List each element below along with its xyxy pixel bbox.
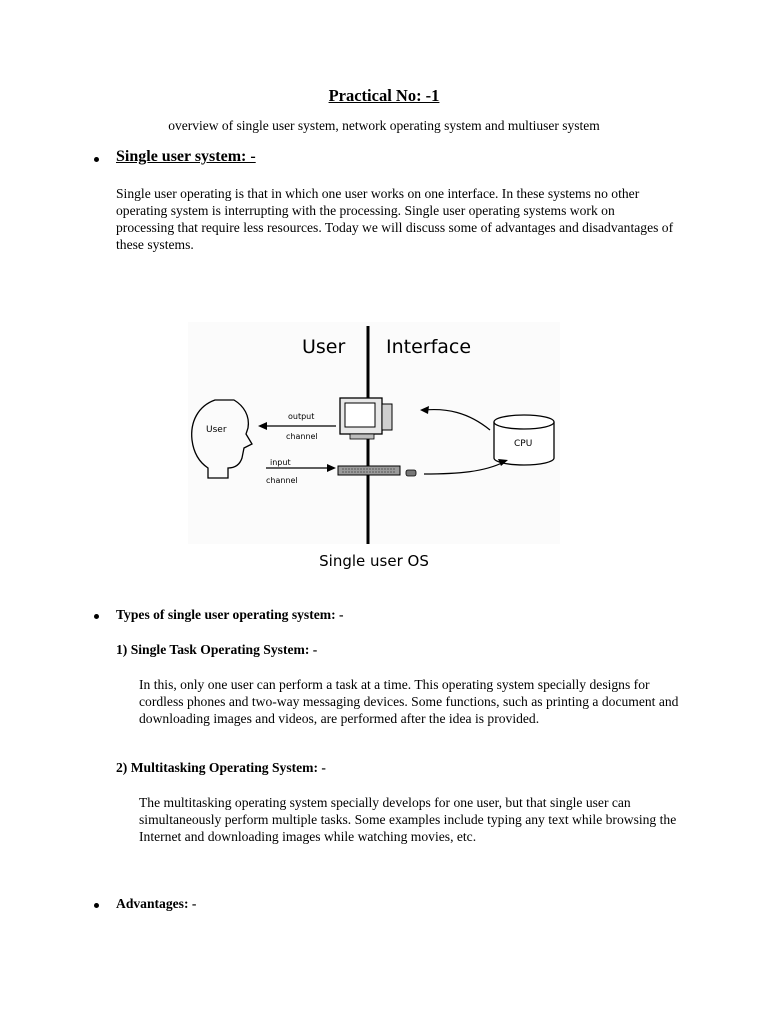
output-label: output <box>288 412 315 421</box>
page-title: Practical No: -1 <box>328 86 440 105</box>
keyboard-icon <box>338 466 416 476</box>
header-user-label: User <box>302 336 346 358</box>
section-body-single-user: Single user operating is that in which one user works on one interface. In these systems no other operating system is interrupting with the processing. Single user operating systems work on processing that require less resources. Today we will discuss some of advantages and disadvantages of these systems. <box>116 186 674 252</box>
single-user-os-figure <box>188 322 560 544</box>
input-label: input <box>270 458 291 467</box>
section-heading-single-user: Single user system: - <box>116 148 256 165</box>
user-head-icon <box>192 400 252 478</box>
cpu-icon <box>494 415 554 465</box>
header-interface-label: Interface <box>386 336 472 358</box>
advantages-heading: Advantages: - <box>116 896 197 911</box>
type1-heading: 1) Single Task Operating System: - <box>116 642 318 657</box>
type2-heading: 2) Multitasking Operating System: - <box>116 760 326 775</box>
type2-body: The multitasking operating system specially develops for one user, but that single user can simultaneously perform multiple tasks. Some examples include typing any text while browsing the Internet and downloading images while watching movies, etc. <box>139 795 677 844</box>
type1-body: In this, only one user can perform a task at a time. This operating system specially designs for cordless phones and two-way messaging devices. Some functions, such as printing a document and downloading images and videos, are performed after the idea is provided. <box>139 677 679 726</box>
bullet-icon <box>94 903 99 908</box>
output-channel-label: channel <box>286 432 318 441</box>
bullet-icon <box>94 157 99 162</box>
input-channel-label: channel <box>266 476 298 485</box>
cpu-label: CPU <box>514 439 533 449</box>
monitor-icon <box>340 398 392 439</box>
types-heading: Types of single user operating system: - <box>116 607 344 622</box>
page-subtitle: overview of single user system, network operating system and multiuser system <box>168 118 600 133</box>
bullet-icon <box>94 614 99 619</box>
user-head-label: User <box>206 425 227 435</box>
figure-caption: Single user OS <box>319 552 429 570</box>
